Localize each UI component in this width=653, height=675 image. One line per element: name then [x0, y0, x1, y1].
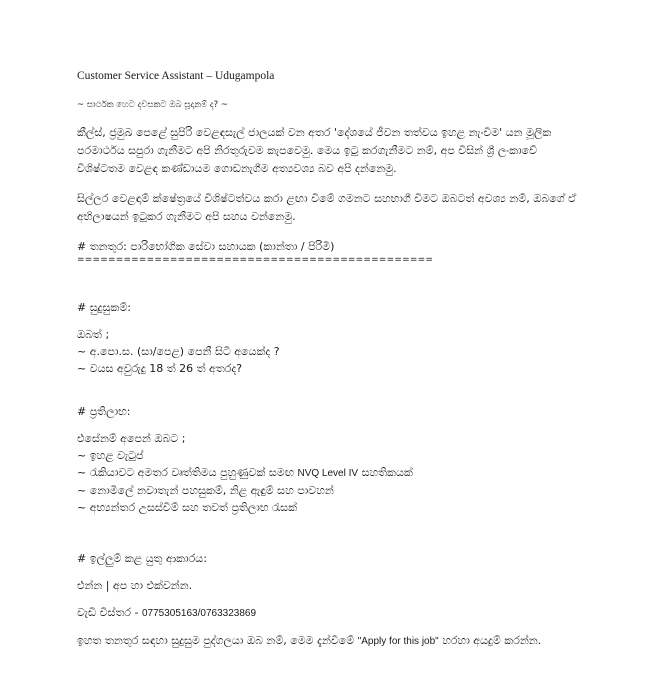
- instruction-pre: ඉහත තනතුර සඳහා සුදුසුම පුද්ගලයා ඔබ නම්, මෙම දැන්වීමේ: [77, 634, 355, 647]
- nvq-suffix: සහතිකයක්: [361, 466, 413, 479]
- tagline: ~ සාර්ථක හෙට දවසකට ඔබ සූදානම් ද? ~: [77, 100, 229, 110]
- contact-label: වැඩි විස්තර -: [77, 606, 139, 619]
- apply-for-job-link[interactable]: "Apply for this job": [357, 636, 439, 647]
- list-item: ~ ඉහළ වැටුප්: [77, 449, 144, 462]
- list-item: ~ වයස අවුරුදු 18 ත් 26 ත් අතරද?: [77, 362, 243, 375]
- job-ad-document: [77, 70, 577, 650]
- qualifications-list: [77, 343, 577, 377]
- apply-heading: # ඉල්ලුම් කළ යුතු ආකාරය:: [77, 552, 207, 565]
- contact-line: [77, 604, 577, 622]
- position-divider: ==============================================: [77, 255, 434, 265]
- job-title: Customer Service Assistant – Udugampola: [77, 70, 275, 82]
- nvq-label: NVQ Level IV: [297, 468, 359, 479]
- training-text: ~ රැකියාවට අමතර වෘත්තිමය පුහුණුවක් සමඟ: [77, 466, 294, 479]
- list-item: ~ නොමිලේ නවාතැන් පහසුකම්, නිළ ඇඳුම් සහ පාවහන්: [77, 484, 334, 497]
- qualifications-lead: ඔබත් ;: [77, 328, 110, 341]
- apply-line: එන්න | අප හා එක්වන්න.: [77, 579, 193, 592]
- benefits-list: [77, 447, 577, 516]
- list-item: ~ අභ්‍යන්තර උසස්වීම් සහ තවත් ප්‍රතිලාභ රැසක්: [77, 501, 297, 514]
- list-item: ~ අ.පො.ස. (සා/පෙළ) පෙනී සිටි අයෙක්ද ?: [77, 345, 280, 358]
- instruction-post: හරහා අයදුම් කරන්න.: [442, 634, 542, 647]
- intro-paragraph-2: සිල්ලර වෙළඳාම් ක්ෂේත්‍රයේ විශිෂ්ටත්වය කරා ළඟා වීමේ ගමනට සහභාගී වීමට ඔබටත් අවශ්‍ය නම්, ඔබගේ ඒ අභිලාෂයන් ඉටුකර ගැනීමට අපි සහය වන්නෙමු.: [77, 192, 577, 223]
- position-label: # තනතුර: පාරිභෝගික සේවා සහායක (කාන්තා / පිරිමි): [77, 240, 335, 253]
- qualifications-heading: # සුදුසුකම්:: [77, 301, 131, 314]
- benefits-heading: # ප්‍රතිලාභ:: [77, 405, 131, 418]
- contact-numbers[interactable]: 0775305163/0763323869: [142, 608, 257, 619]
- benefits-lead: එසේනම් අපෙන් ඔබට ;: [77, 432, 186, 445]
- intro-paragraph-1: කීල්ස්, ජ්‍රමුඛ පෙළේ සුපිරි වෙළඳසැල් ජාලයක් වන අතර 'දේශයේ ජීවන තත්වය ඉහළ නැංවීම' යන මූලික පරමාර්ථය සපුරා ගැනීමට අපි නිරතුරුවම කැපවෙමු. මෙය ඉටු කරගැනීමට නම්, අප විසින් ශ්‍රී ලංකාවේ විශිෂ්ටතම වෙළඳ කණ්ඩායම ගොඩනැගීම අත්‍යවශ්‍ය බව අපි දන්නෙමු.: [77, 126, 552, 175]
- list-item: [77, 464, 577, 482]
- apply-instruction: [77, 632, 577, 650]
